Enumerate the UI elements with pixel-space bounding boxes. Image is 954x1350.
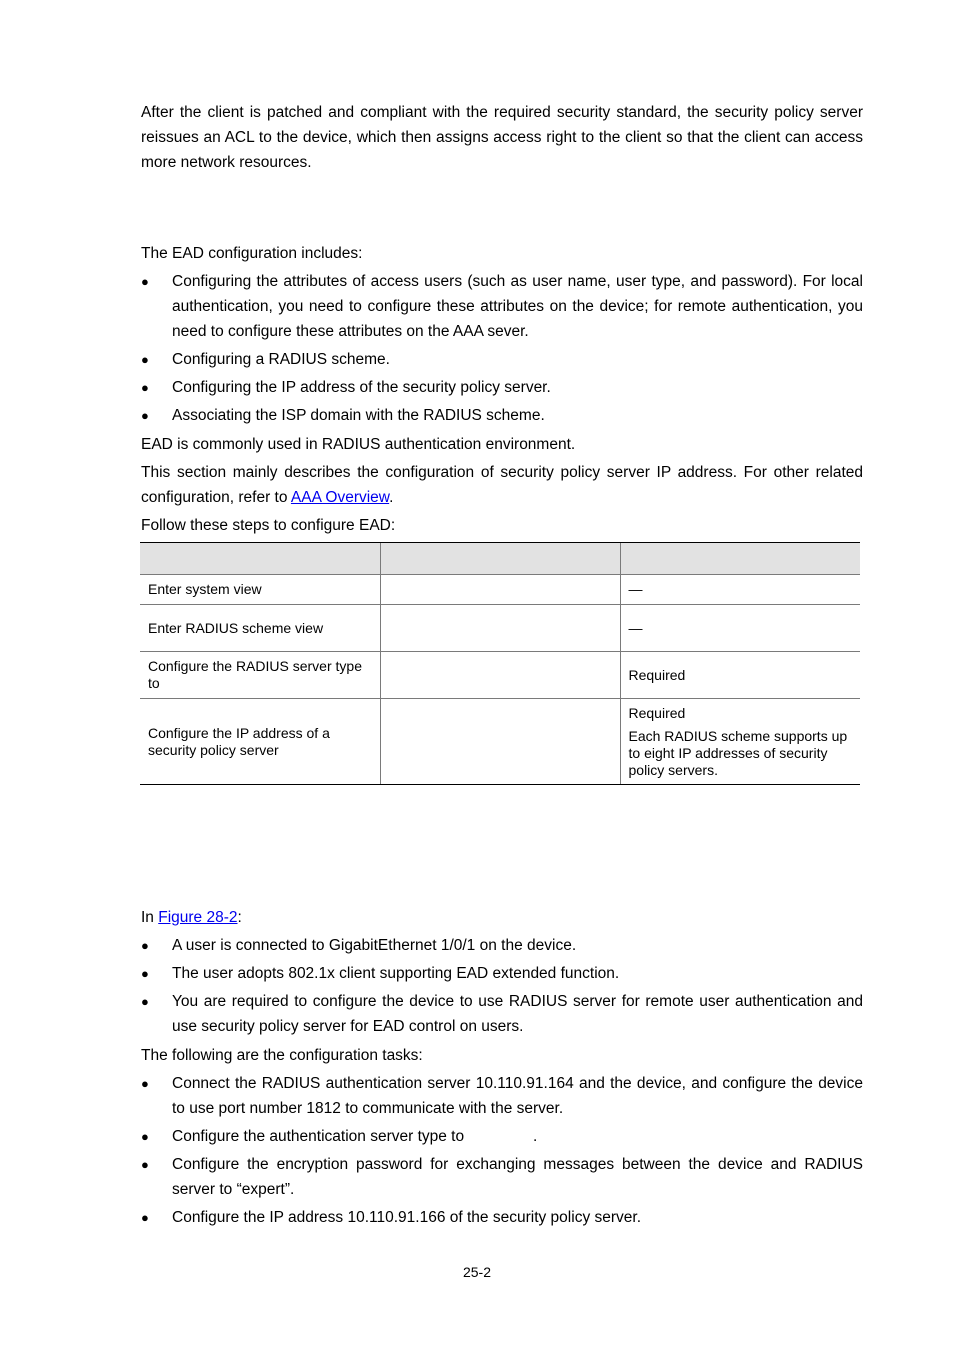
list-item: ● You are required to configure the device to use RADIUS server for remote user authentication and use security policy server for EAD control on users.: [141, 989, 863, 1039]
bullet-icon: ●: [141, 408, 149, 423]
task-items-list: [141, 1071, 863, 1233]
list-item: ● Configure the authentication server type to .: [141, 1124, 863, 1149]
bullet-icon: ●: [141, 352, 149, 367]
step-cell: Enter RADIUS scheme view: [140, 605, 380, 652]
list-item: ● Configuring the attributes of access users (such as user name, user type, and password). For local authentication, you need to configure these attributes on the device; for remote authentication, you need to configure these attributes on the AAA sever.: [141, 269, 863, 344]
page-number: 25-2: [462, 1264, 492, 1280]
figure-link[interactable]: Figure 28-2: [158, 909, 238, 926]
list-item: ● A user is connected to GigabitEthernet 1/0/1 on the device.: [141, 933, 863, 958]
command-cell: [380, 575, 620, 605]
table-header-command: [380, 543, 620, 575]
remarks-cell: —: [620, 575, 860, 605]
remarks-cell: Required Each RADIUS scheme supports up to eight IP addresses of security policy servers.: [620, 699, 860, 785]
intro-paragraph: After the client is patched and compliant with the required security standard, the security policy server reissues an ACL to the device, which then assigns access right to the client so that the client can access more network resources.: [141, 104, 863, 171]
remarks-cell: Required: [620, 652, 860, 699]
bullet-icon: ●: [141, 380, 149, 395]
step-cell: Configure the IP address of a security policy server: [140, 699, 380, 785]
network-items-list: [141, 933, 863, 1042]
list-item: ● Configure the IP address 10.110.91.166 of the security policy server.: [141, 1205, 863, 1230]
command-cell: [380, 605, 620, 652]
remarks-cell: —: [620, 605, 860, 652]
command-cell: [380, 699, 620, 785]
bullet-icon: ●: [141, 1157, 149, 1172]
list-item: ● The user adopts 802.1x client supporting EAD extended function.: [141, 961, 863, 986]
bullet-icon: ●: [141, 1129, 149, 1144]
list-item: ● Configure the encryption password for exchanging messages between the device and RADIUS server to “expert”.: [141, 1152, 863, 1202]
tasks-intro: The following are the configuration tasks:: [141, 1047, 423, 1064]
config-intro: The EAD configuration includes:: [141, 245, 363, 262]
table-row: [140, 575, 860, 605]
bullet-icon: ●: [141, 1076, 149, 1091]
list-item: ● Configuring the IP address of the security policy server.: [141, 375, 863, 400]
bullet-icon: ●: [141, 966, 149, 981]
bullet-icon: ●: [141, 1210, 149, 1225]
step-cell: Configure the RADIUS server type to: [140, 652, 380, 699]
bullet-icon: ●: [141, 274, 149, 289]
network-intro: In Figure 28-2:: [141, 909, 242, 926]
table-row: [140, 605, 860, 652]
bullet-icon: ●: [141, 938, 149, 953]
config-items-list: [141, 269, 863, 431]
ead-config-table: [140, 542, 860, 785]
table-header-operation: [140, 543, 380, 575]
step-cell: Enter system view: [140, 575, 380, 605]
table-header-remarks: [620, 543, 860, 575]
list-item: ● Connect the RADIUS authentication server 10.110.91.164 and the device, and configure the device to use port number 1812 to communicate with the server.: [141, 1071, 863, 1121]
command-cell: [380, 652, 620, 699]
section-description: This section mainly describes the configuration of security policy server IP address. For other related configuration, refer to AAA Overview.: [141, 464, 863, 506]
bullet-icon: ●: [141, 994, 149, 1009]
table-row: [140, 699, 860, 785]
aaa-overview-link[interactable]: AAA Overview: [290, 489, 390, 506]
list-item: ● Associating the ISP domain with the RADIUS scheme.: [141, 403, 863, 428]
steps-intro: Follow these steps to configure EAD:: [141, 517, 396, 534]
table-row: [140, 652, 860, 699]
list-item: ● Configuring a RADIUS scheme.: [141, 347, 863, 372]
table-header-row: [140, 543, 860, 575]
radius-env-text: EAD is commonly used in RADIUS authentication environment.: [141, 436, 576, 453]
